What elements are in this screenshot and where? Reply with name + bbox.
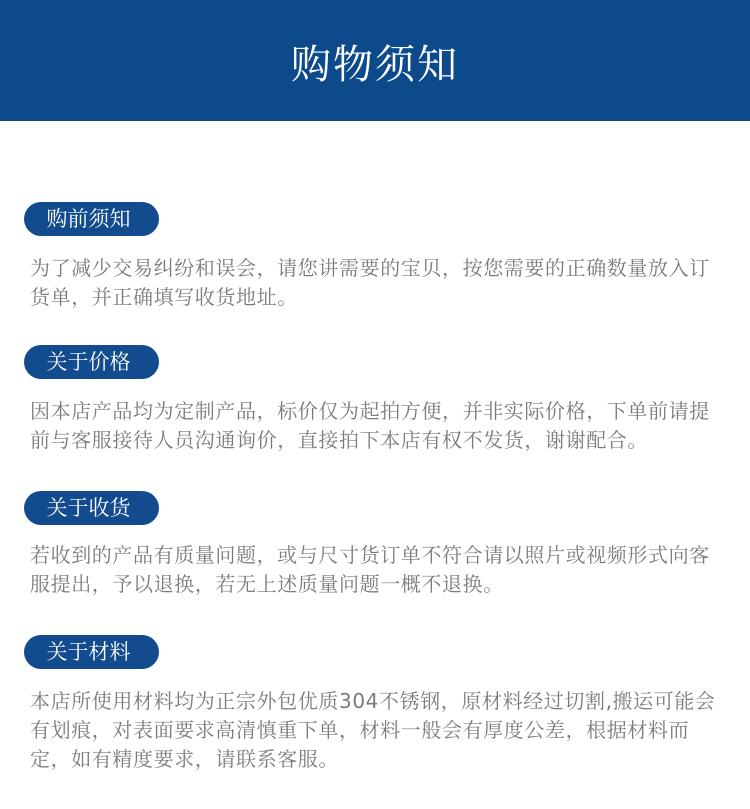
section-body-text: 本店所使用材料均为正宗外包优质304不锈钢，原材料经过切割,搬运可能会有划痕，对表面要求高清慎重下单，材料一般会有厚度公差，根据材料而定，如有精度要求，请联系客服。 — [30, 689, 716, 771]
section-title-badge: 关于价格 — [24, 345, 159, 379]
section-receiving — [30, 491, 720, 599]
section-body-text: 若收到的产品有质量问题，或与尺寸货订单不符合请以照片或视频形式向客服提出，予以退换，若无上述质量问题一概不退换。 — [30, 543, 710, 596]
section-title-badge: 关于材料 — [24, 635, 159, 669]
section-title-badge: 关于收货 — [24, 491, 159, 525]
section-body-text: 因本店产品均为定制产品，标价仅为起拍方便，并非实际价格，下单前请提前与客服接待人员沟通询价，直接拍下本店有权不发货，谢谢配合。 — [30, 399, 710, 452]
section-price — [30, 345, 720, 455]
section-pre-purchase — [30, 202, 720, 312]
page-title: 购物须知 — [291, 42, 459, 88]
section-materials — [30, 635, 720, 774]
section-title-badge: 购前须知 — [24, 202, 159, 236]
section-body-text: 为了减少交易纠纷和误会，请您讲需要的宝贝，按您需要的正确数量放入订货单，并正确填写收货地址。 — [30, 256, 710, 309]
header-banner — [0, 0, 750, 121]
